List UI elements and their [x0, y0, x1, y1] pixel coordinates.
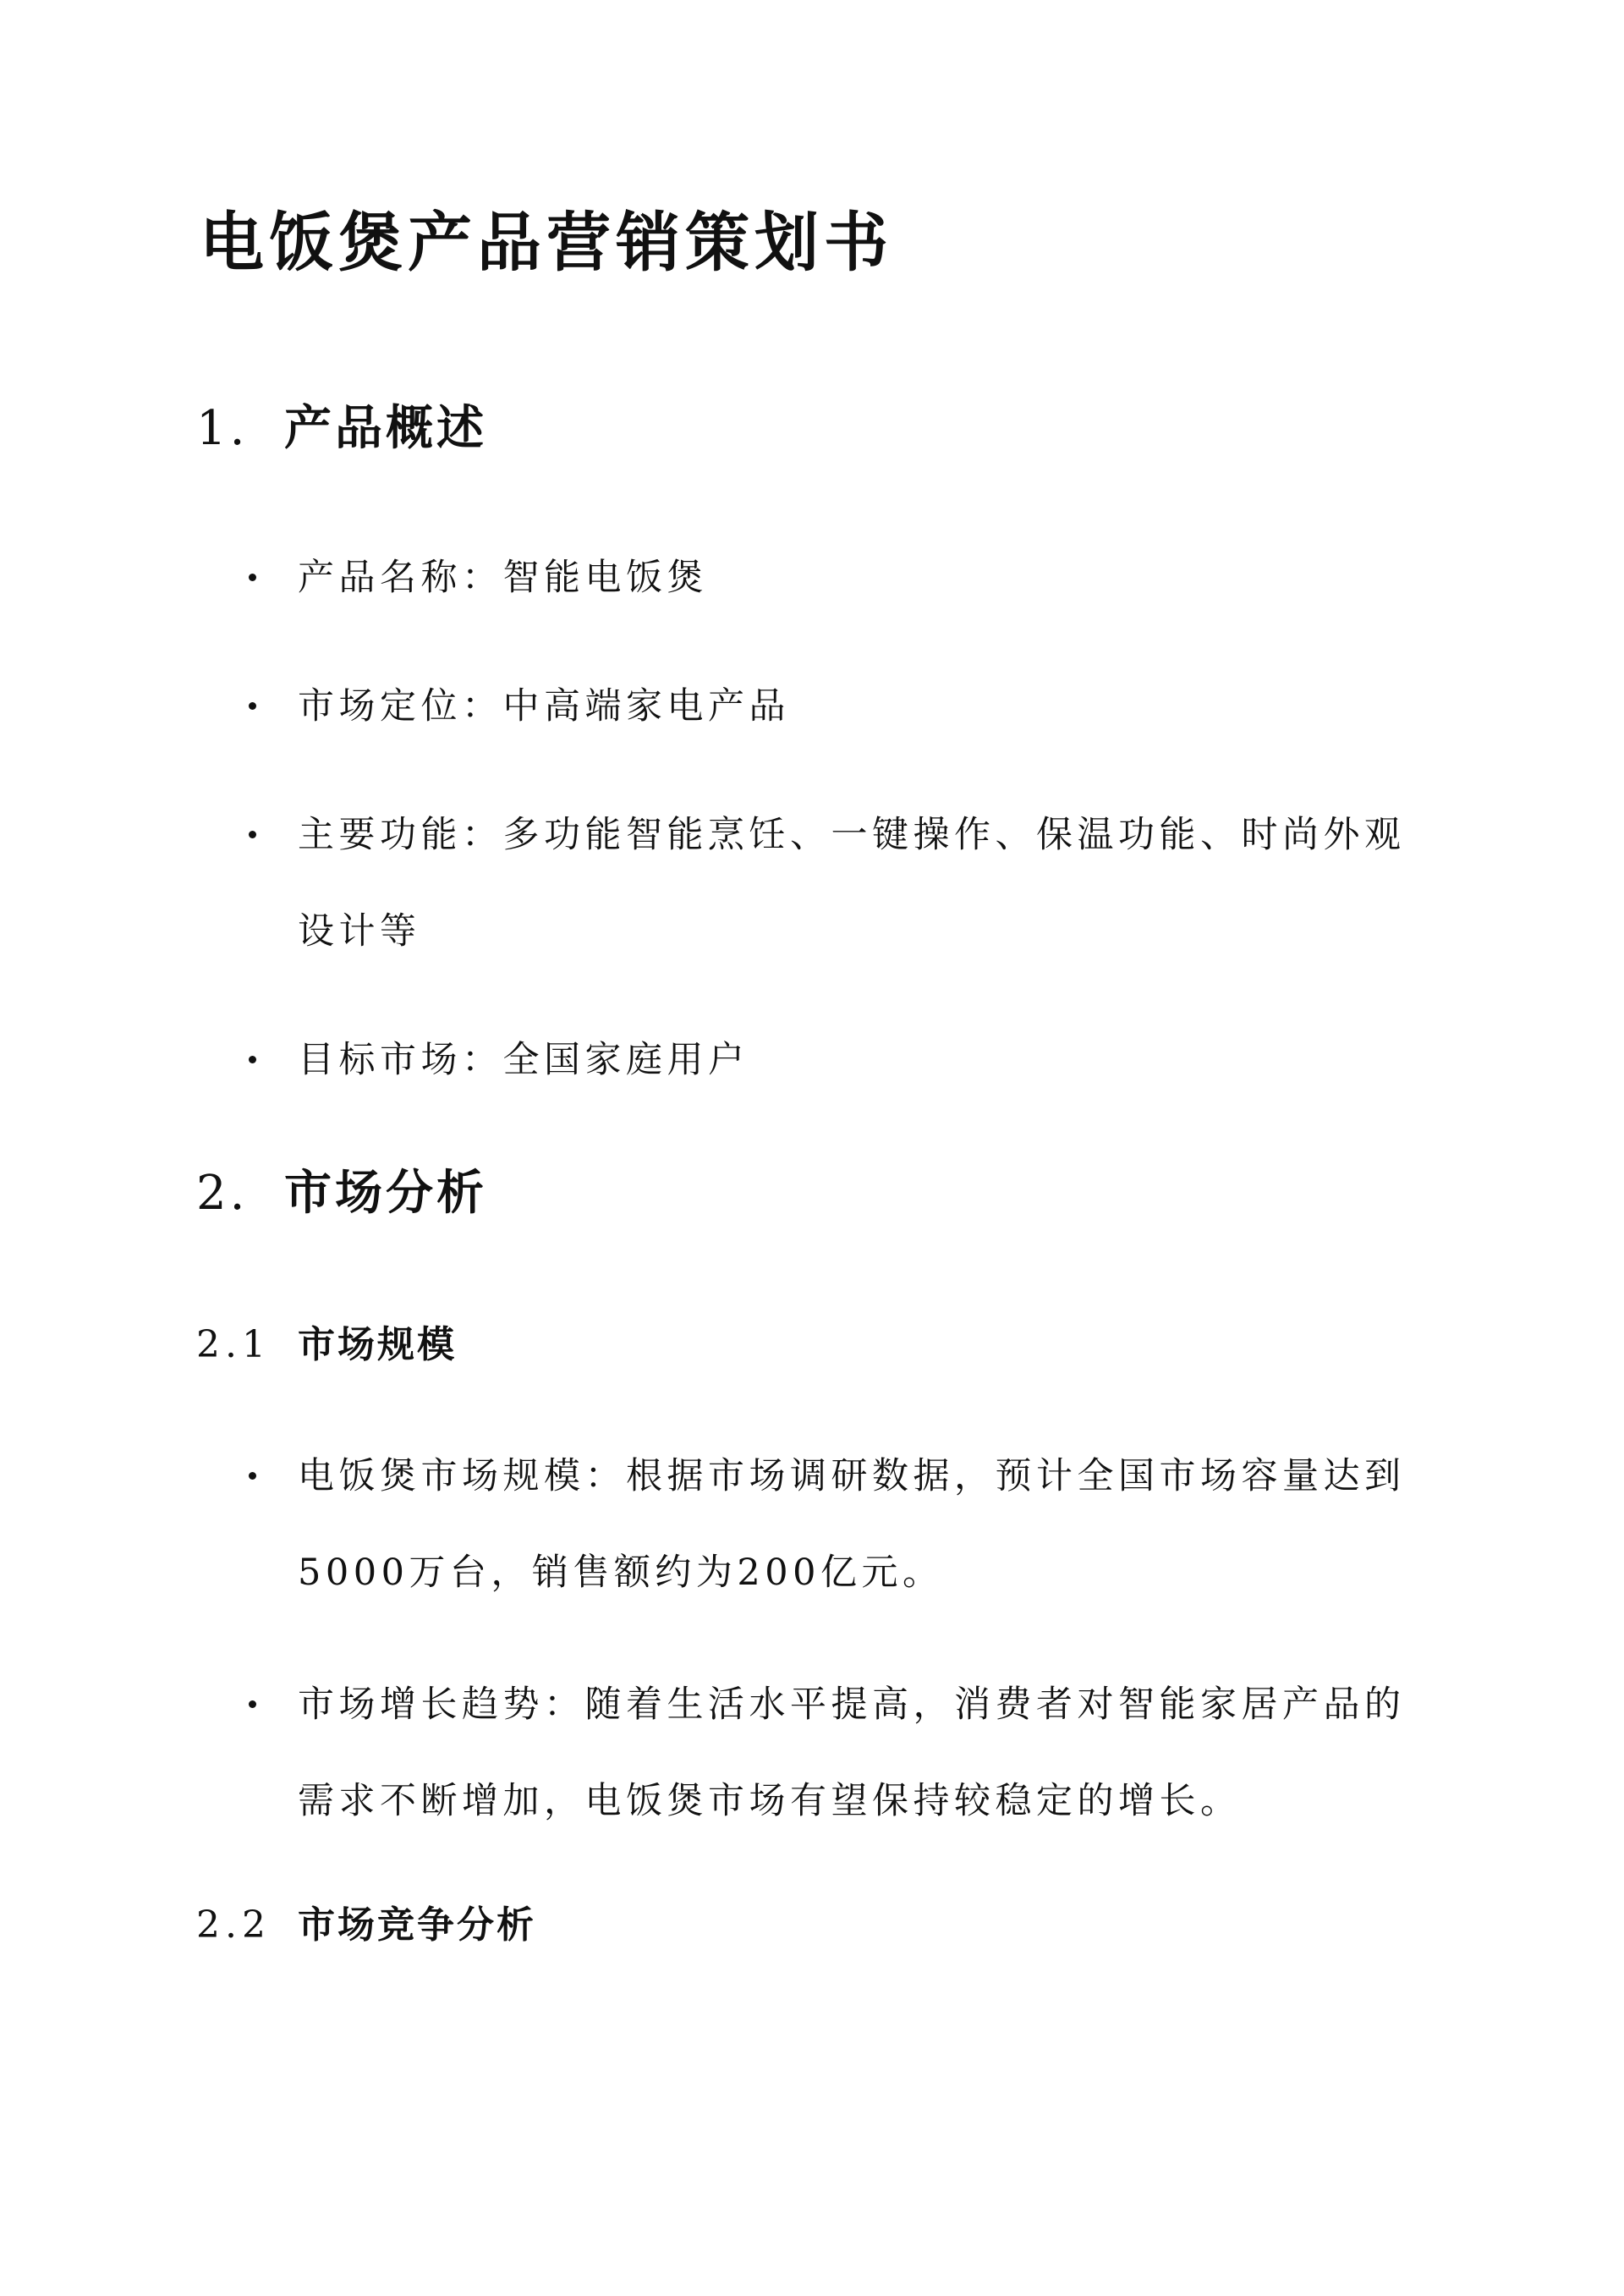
bullet-icon [245, 699, 264, 717]
section-number: 2. [196, 1166, 249, 1221]
subsection-number: 2.2 [196, 1903, 271, 1947]
section-heading-product-overview [196, 394, 487, 463]
subsection-title: 市场规模 [298, 1323, 457, 1366]
bullet-icon [245, 570, 264, 589]
subsection-heading-competition [196, 1898, 536, 1953]
section-title: 市场分析 [284, 1165, 487, 1221]
subsection-number: 2.1 [196, 1323, 271, 1366]
section-title: 产品概述 [284, 400, 487, 456]
bullet-icon [245, 827, 264, 846]
bullet-icon [245, 1052, 264, 1071]
list-item-target-market: 目标市场：全国家庭用户 [298, 1039, 749, 1081]
bullet-icon [245, 1697, 264, 1716]
list-item-market-scale: 电饭煲市场规模：根据市场调研数据，预计全国市场容量达到5000万台，销售额约为200亿元。 [298, 1455, 1406, 1594]
list-item-market-positioning: 市场定位：中高端家电产品 [298, 685, 790, 728]
document-title: 电饭煲产品营销策划书 [200, 205, 893, 280]
list-item-growth-trend: 市场增长趋势：随着生活水平提高，消费者对智能家居产品的需求不断增加，电饭煲市场有望保持较稳定的增长。 [298, 1684, 1406, 1822]
section-heading-market-analysis [196, 1159, 487, 1228]
subsection-title: 市场竞争分析 [298, 1903, 536, 1947]
bullet-icon [245, 1469, 264, 1487]
section-number: 1. [196, 401, 249, 456]
list-item-main-functions: 主要功能：多功能智能烹饪、一键操作、保温功能、时尚外观设计等 [298, 814, 1406, 953]
list-item-product-name: 产品名称：智能电饭煲 [298, 557, 708, 599]
subsection-heading-market-size [196, 1318, 457, 1372]
